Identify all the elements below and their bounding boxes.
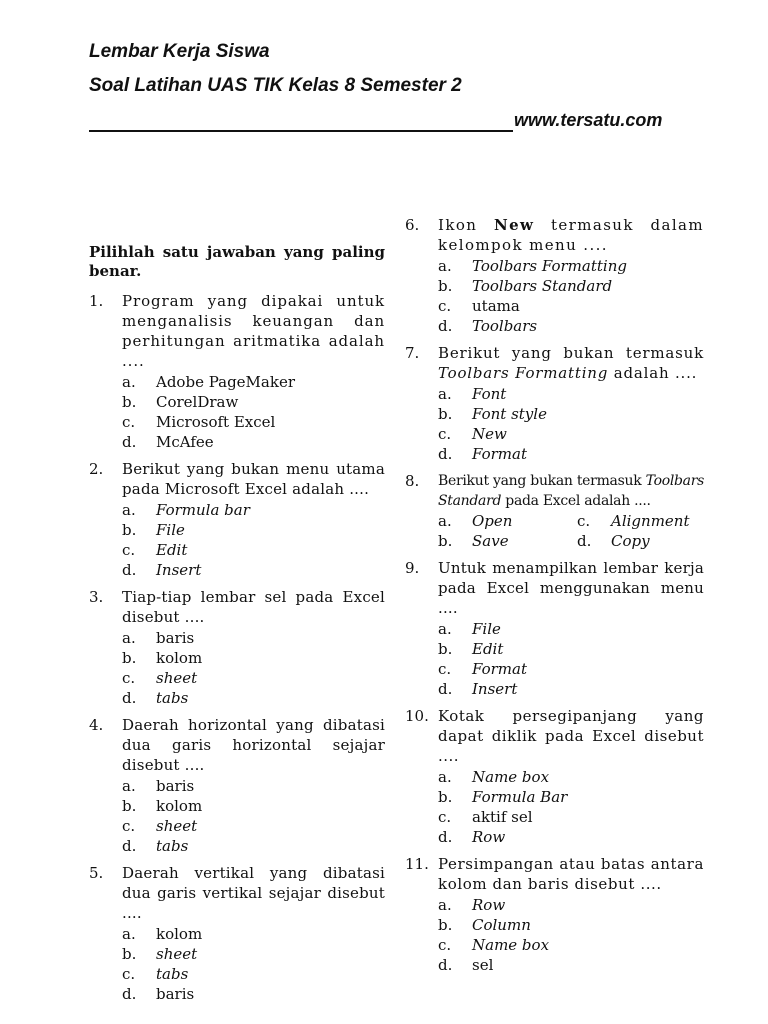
option-text: baris [156, 629, 195, 647]
question-number: 11. [405, 855, 429, 873]
option-letter: a. [438, 620, 452, 638]
question-text-part: pada Excel adalah .... [501, 493, 651, 509]
option-list [122, 372, 385, 452]
option-list [438, 256, 704, 336]
option-item[interactable] [438, 639, 704, 659]
option-item[interactable] [122, 628, 385, 648]
question-1 [89, 291, 385, 452]
option-letter: b. [438, 916, 453, 934]
question-number: 5. [89, 864, 104, 882]
question-number: 8. [405, 472, 420, 490]
option-text: kolom [156, 797, 203, 815]
option-text: CorelDraw [156, 393, 239, 411]
option-text: Toolbars [472, 317, 538, 335]
option-list [122, 500, 385, 580]
option-text: Format [472, 660, 527, 678]
option-letter: d. [122, 689, 137, 707]
question-text-part: Berikut yang bukan termasuk [438, 473, 646, 489]
option-item[interactable] [438, 679, 704, 699]
option-item[interactable] [577, 531, 716, 551]
option-item[interactable] [438, 935, 704, 955]
question-number: 9. [405, 559, 420, 577]
option-list [122, 776, 385, 856]
option-letter: d. [438, 828, 453, 846]
option-text: sheet [156, 669, 198, 687]
option-letter: c. [122, 413, 136, 431]
question-text [438, 471, 704, 511]
option-text: File [156, 521, 185, 539]
question-number: 1. [89, 292, 104, 310]
option-item[interactable] [122, 500, 385, 520]
option-text: Row [472, 896, 506, 914]
question-2 [89, 459, 385, 580]
left-column [89, 243, 385, 1011]
worksheet-header [89, 40, 699, 134]
option-letter: d. [122, 561, 137, 579]
option-item[interactable] [122, 984, 385, 1004]
question-6 [405, 215, 704, 336]
option-letter: c. [438, 425, 452, 443]
website-url: www.tersatu.com [514, 110, 663, 130]
question-9 [405, 558, 704, 699]
option-item[interactable] [122, 520, 385, 540]
option-letter: a. [438, 896, 452, 914]
option-text: Format [472, 445, 527, 463]
option-letter: d. [122, 985, 137, 1003]
option-text: File [472, 620, 501, 638]
question-7 [405, 343, 704, 464]
option-text: Copy [611, 532, 650, 550]
option-letter: a. [122, 373, 136, 391]
option-list [438, 767, 704, 847]
option-letter: c. [438, 297, 452, 315]
option-letter: b. [438, 405, 453, 423]
option-item[interactable] [122, 836, 385, 856]
question-text [438, 343, 704, 383]
option-letter: b. [122, 649, 137, 667]
option-item[interactable] [122, 816, 385, 836]
question-number: 2. [89, 460, 104, 478]
option-item[interactable] [438, 531, 577, 551]
question-10 [405, 706, 704, 847]
option-text: McAfee [156, 433, 214, 451]
option-item[interactable] [122, 412, 385, 432]
question-text: Program yang dipakai untuk menganalisis keuangan dan perhitungan aritmatika adalah .... [122, 292, 385, 370]
option-item[interactable] [438, 955, 704, 975]
option-item[interactable] [438, 767, 704, 787]
option-item[interactable] [438, 276, 704, 296]
option-item[interactable] [122, 372, 385, 392]
option-grid [438, 511, 704, 551]
option-item[interactable] [122, 796, 385, 816]
option-text: Formula Bar [472, 788, 568, 806]
option-item[interactable] [122, 432, 385, 452]
option-text: New [472, 425, 507, 443]
option-letter: d. [438, 956, 453, 974]
option-text: Insert [472, 680, 518, 698]
option-text: Alignment [611, 512, 690, 530]
question-number: 4. [89, 716, 104, 734]
option-text: tabs [156, 965, 189, 983]
question-text-bold: New [493, 216, 535, 234]
option-item[interactable] [438, 807, 704, 827]
question-text: Daerah horizontal yang dibatasi dua garis horizontal sejajar disebut .... [122, 716, 385, 774]
option-letter: a. [122, 777, 136, 795]
option-text: Adobe PageMaker [156, 373, 295, 391]
question-text: Kotak persegipanjang yang dapat diklik pada Excel disebut .... [438, 707, 704, 765]
question-text-italic: Toolbars Formatting [438, 364, 609, 382]
option-item[interactable] [438, 659, 704, 679]
option-item[interactable] [122, 560, 385, 580]
option-letter: d. [577, 532, 592, 550]
option-text: sheet [156, 817, 198, 835]
option-letter: b. [438, 277, 453, 295]
option-item[interactable] [577, 511, 716, 531]
question-text: Untuk menampilkan lembar kerja pada Excel menggunakan menu .... [438, 559, 704, 617]
option-item[interactable] [438, 316, 704, 336]
option-letter: c. [122, 965, 136, 983]
option-text: tabs [156, 837, 189, 855]
question-4 [89, 715, 385, 856]
option-letter: a. [438, 512, 452, 530]
option-letter: b. [438, 532, 453, 550]
option-text: kolom [156, 649, 203, 667]
option-letter: a. [122, 925, 136, 943]
question-number: 7. [405, 344, 420, 362]
question-text [438, 215, 704, 255]
question-text: Berikut yang bukan menu utama pada Microsoft Excel adalah .... [122, 460, 385, 498]
option-letter: b. [122, 797, 137, 815]
option-item[interactable] [438, 444, 704, 464]
option-letter: b. [122, 393, 137, 411]
option-letter: d. [122, 837, 137, 855]
option-text: Insert [156, 561, 202, 579]
question-3 [89, 587, 385, 708]
option-letter: b. [122, 521, 137, 539]
question-text-part: termasuk dalam kelompok menu .... [438, 216, 704, 254]
question-text: Tiap-tiap lembar sel pada Excel disebut .... [122, 588, 385, 626]
option-item[interactable] [438, 511, 577, 531]
option-letter: c. [438, 660, 452, 678]
option-text: Open [472, 512, 513, 530]
option-item[interactable] [122, 648, 385, 668]
option-item[interactable] [438, 787, 704, 807]
option-text: Toolbars Standard [472, 277, 613, 295]
option-letter: a. [122, 501, 136, 519]
option-text: Edit [156, 541, 188, 559]
option-letter: b. [438, 788, 453, 806]
question-number: 6. [405, 216, 420, 234]
option-letter: c. [438, 936, 452, 954]
option-text: Toolbars Formatting [472, 257, 627, 275]
option-text: sel [472, 956, 494, 974]
option-list [122, 628, 385, 708]
question-11 [405, 854, 704, 975]
question-text-italic: Toolbars Standard [438, 473, 704, 509]
option-text: sheet [156, 945, 198, 963]
option-letter: c. [122, 817, 136, 835]
option-text: Column [472, 916, 531, 934]
question-5 [89, 863, 385, 1004]
website-line [89, 108, 699, 134]
question-text-part: adalah .... [608, 364, 698, 382]
worksheet-subtitle: Soal Latihan UAS TIK Kelas 8 Semester 2 [89, 75, 462, 96]
option-item[interactable] [438, 827, 704, 847]
right-column [405, 215, 704, 982]
option-text: Font style [472, 405, 547, 423]
option-item[interactable] [122, 392, 385, 412]
option-item[interactable] [438, 424, 704, 444]
option-item[interactable] [122, 540, 385, 560]
option-letter: a. [122, 629, 136, 647]
option-text: kolom [156, 925, 203, 943]
question-8 [405, 471, 704, 551]
option-item[interactable] [122, 944, 385, 964]
question-text-part: Berikut yang bukan termasuk [438, 344, 704, 362]
option-list [438, 384, 704, 464]
option-text: utama [472, 297, 520, 315]
option-text: Font [472, 385, 507, 403]
question-text: Persimpangan atau batas antara kolom dan baris disebut .... [438, 855, 704, 893]
option-letter: b. [438, 640, 453, 658]
option-text: baris [156, 777, 195, 795]
option-list [438, 895, 704, 975]
option-text: Name box [472, 768, 550, 786]
option-list [438, 619, 704, 699]
option-text: Name box [472, 936, 550, 954]
question-text-part: Ikon [438, 216, 494, 234]
option-text: Save [472, 532, 509, 550]
option-letter: b. [122, 945, 137, 963]
underline-rule [89, 130, 513, 132]
option-letter: a. [438, 257, 452, 275]
option-item[interactable] [122, 776, 385, 796]
option-item[interactable] [122, 964, 385, 984]
option-text: tabs [156, 689, 189, 707]
option-item[interactable] [122, 668, 385, 688]
option-letter: d. [438, 445, 453, 463]
option-letter: d. [438, 317, 453, 335]
option-letter: c. [122, 541, 136, 559]
option-letter: a. [438, 768, 452, 786]
question-number: 3. [89, 588, 104, 606]
option-letter: c. [122, 669, 136, 687]
option-letter: c. [438, 808, 452, 826]
option-item[interactable] [438, 256, 704, 276]
option-item[interactable] [122, 924, 385, 944]
option-text: Formula bar [156, 501, 250, 519]
option-item[interactable] [438, 915, 704, 935]
instruction-text: Pilihlah satu jawaban yang paling benar. [89, 243, 385, 280]
question-number: 10. [405, 707, 429, 725]
option-text: Edit [472, 640, 504, 658]
option-item[interactable] [438, 895, 704, 915]
option-item[interactable] [438, 296, 704, 316]
option-list [122, 924, 385, 1004]
option-text: aktif sel [472, 808, 533, 826]
option-text: Microsoft Excel [156, 413, 276, 431]
option-text: Row [472, 828, 506, 846]
option-letter: d. [438, 680, 453, 698]
question-text: Daerah vertikal yang dibatasi dua garis vertikal sejajar disebut .... [122, 864, 385, 922]
option-letter: d. [122, 433, 137, 451]
option-item[interactable] [438, 404, 704, 424]
worksheet-title: Lembar Kerja Siswa [89, 41, 270, 62]
option-letter: c. [577, 512, 591, 530]
option-item[interactable] [438, 619, 704, 639]
option-text: baris [156, 985, 195, 1003]
option-item[interactable] [438, 384, 704, 404]
option-item[interactable] [122, 688, 385, 708]
option-letter: a. [438, 385, 452, 403]
